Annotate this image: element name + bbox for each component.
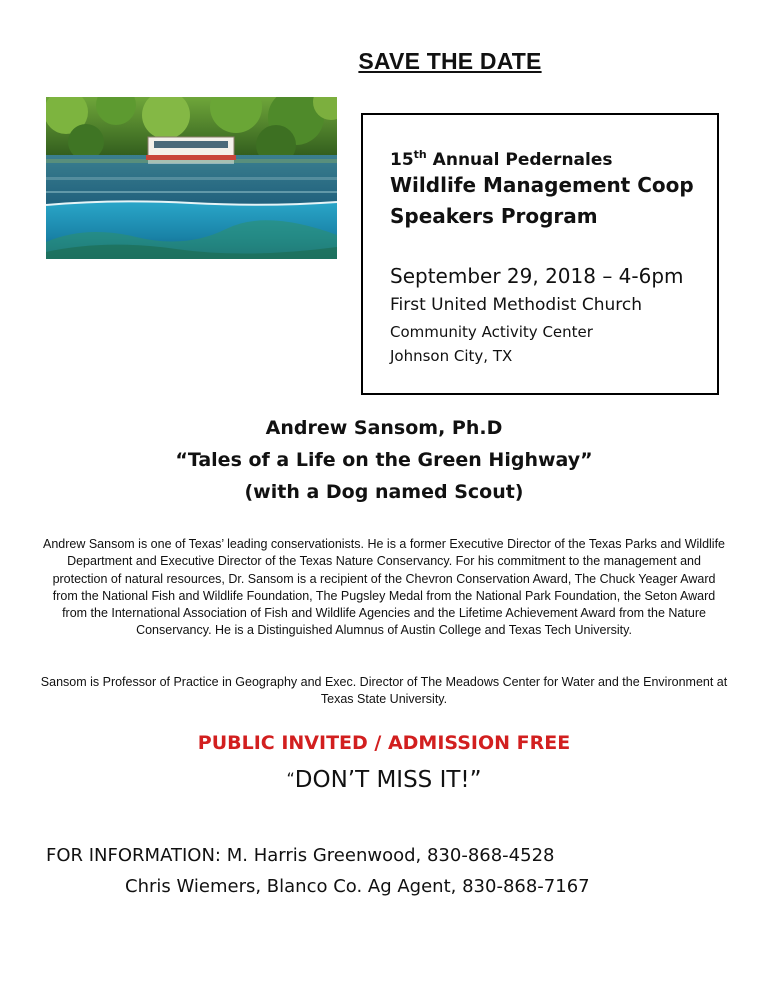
event-venue: First United Methodist Church — [390, 295, 643, 315]
ordinal-suffix: th — [413, 148, 427, 161]
program-name-line-2: Speakers Program — [390, 204, 598, 228]
speaker-bio-paragraph: Andrew Sansom is one of Texas’ leading conservationists. He is a former Executive Director of the Texas Parks and Wildlife Department and Executive Director of the Texas Nature Conservancy. For his commitment to the management and protection of natural resources, Dr. Sansom is a recipient of the Chevron Conservation Award, The Chuck Yeager Award from the National Fish and Wildlife Foundation, The Pugsley Medal from the National Park Foundation, the Seton Award from the International Association of Fish and Wildlife Agencies and the Lifetime Achievement Award from the Nature Conservancy. He is a Distinguished Alumnus of Austin College and Texas Tech University. — [42, 537, 726, 638]
ordinal-text: Annual Pedernales — [426, 150, 613, 170]
event-details-box — [361, 113, 719, 395]
contact-line-2: Chris Wiemers, Blanco Co. Ag Agent, 830-868-7167 — [125, 876, 590, 897]
talk-title: “Tales of a Life on the Green Highway” — [175, 449, 593, 471]
event-venue-room: Community Activity Center — [390, 323, 593, 341]
glass-bottom-boat-photo — [46, 97, 337, 259]
admission-notice: PUBLIC INVITED / ADMISSION FREE — [197, 732, 571, 754]
event-ordinal-line — [390, 148, 613, 170]
ordinal-number: 15 — [390, 150, 414, 170]
program-name-line-1: Wildlife Management Coop — [390, 173, 694, 197]
open-quote: “ — [286, 769, 295, 788]
dont-miss-text: DON’T MISS IT!” — [294, 767, 482, 793]
event-date-time: September 29, 2018 – 4-6pm — [390, 264, 684, 288]
event-city: Johnson City, TX — [390, 347, 513, 365]
talk-subtitle: (with a Dog named Scout) — [244, 481, 524, 503]
dont-miss-callout — [0, 767, 768, 793]
speaker-position-paragraph: Sansom is Professor of Practice in Geography and Exec. Director of The Meadows Center for Water and the Environment at Texas State University. — [40, 675, 728, 707]
speaker-name: Andrew Sansom, Ph.D — [265, 417, 503, 439]
contact-line-1: FOR INFORMATION: M. Harris Greenwood, 830-868-4528 — [46, 845, 555, 866]
page-title: SAVE THE DATE — [358, 48, 542, 74]
